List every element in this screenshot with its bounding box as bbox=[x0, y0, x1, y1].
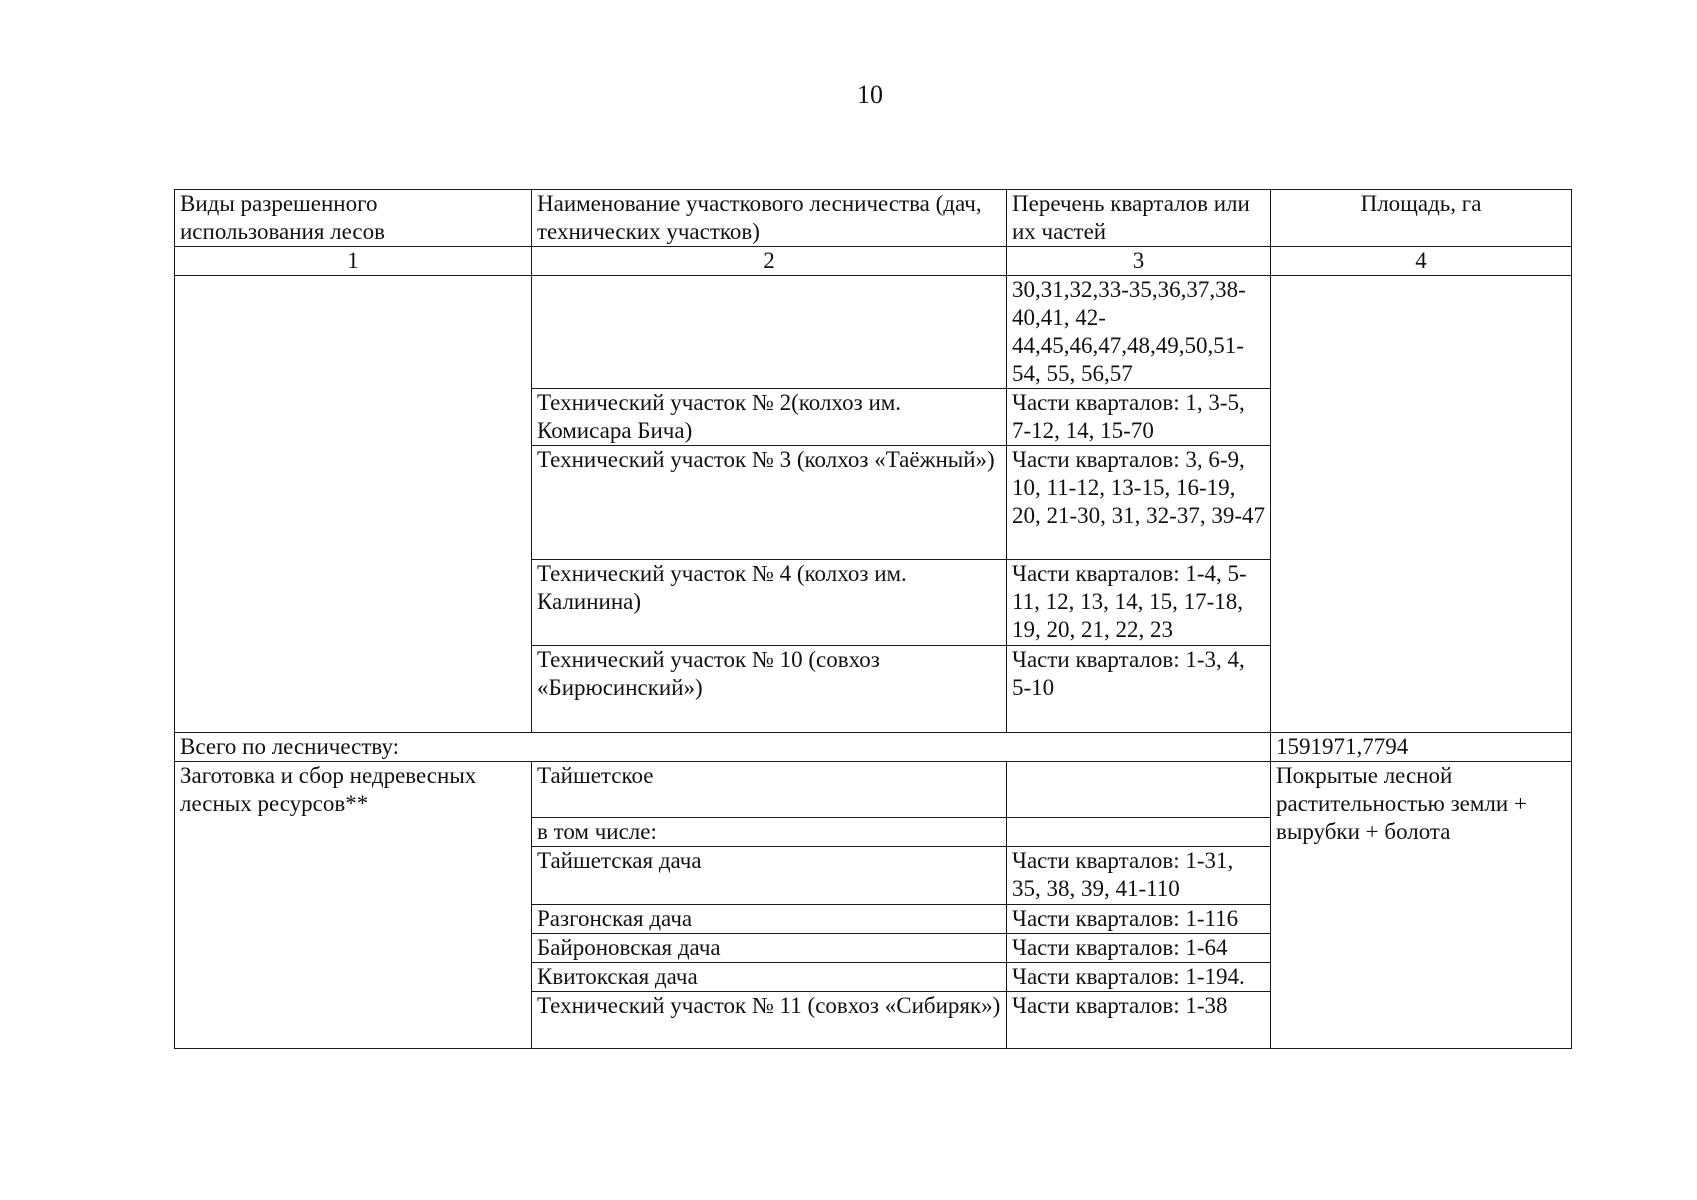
forestry-name-cell: Квитокская дача bbox=[532, 963, 1007, 992]
column-number: 1 bbox=[175, 247, 532, 276]
header-forestry-name: Наименование участкового лесничества (дач, технических участков) bbox=[532, 190, 1007, 247]
quarters-cell: Части кварталов: 1-116 bbox=[1007, 905, 1271, 934]
table-row bbox=[175, 276, 1572, 389]
quarters-cell: 30,31,32,33-35,36,37,38-40,41, 42-44,45,46,47,48,49,50,51-54, 55, 56,57 bbox=[1007, 276, 1271, 389]
area-cell: Покрытые лесной растительностью земли + вырубки + болота bbox=[1271, 762, 1572, 1049]
column-number: 3 bbox=[1007, 247, 1271, 276]
quarters-cell bbox=[1007, 818, 1271, 847]
use-type-cell-empty bbox=[175, 276, 532, 733]
forest-use-table bbox=[174, 189, 1572, 1049]
quarters-cell bbox=[1007, 762, 1271, 818]
header-quarters: Перечень кварталов или их частей bbox=[1007, 190, 1271, 247]
area-cell-empty bbox=[1271, 276, 1572, 733]
quarters-cell: Части кварталов: 1, 3-5, 7-12, 14, 15-70 bbox=[1007, 389, 1271, 446]
header-use-type: Виды разрешенного использования лесов bbox=[175, 190, 532, 247]
table-header-row bbox=[175, 190, 1572, 247]
forestry-name-cell: Разгонская дача bbox=[532, 905, 1007, 934]
quarters-cell: Части кварталов: 1-64 bbox=[1007, 934, 1271, 963]
forestry-name-cell: Тайшетская дача bbox=[532, 847, 1007, 905]
page-number: 10 bbox=[857, 80, 883, 109]
quarters-cell: Части кварталов: 1-4, 5-11, 12, 13, 14, 15, 17-18, 19, 20, 21, 22, 23 bbox=[1007, 560, 1271, 646]
quarters-cell: Части кварталов: 1-194. bbox=[1007, 963, 1271, 992]
total-value: 1591971,7794 bbox=[1271, 733, 1572, 762]
forestry-name-cell: в том числе: bbox=[532, 818, 1007, 847]
total-label: Всего по лесничеству: bbox=[175, 733, 1271, 762]
column-number-row bbox=[175, 247, 1572, 276]
forestry-name-cell: Тайшетское bbox=[532, 762, 1007, 818]
header-area: Площадь, га bbox=[1271, 190, 1572, 247]
forestry-name-cell: Байроновская дача bbox=[532, 934, 1007, 963]
column-number: 2 bbox=[532, 247, 1007, 276]
forestry-name-cell bbox=[532, 276, 1007, 389]
forestry-name-cell: Технический участок № 3 (колхоз «Таёжный») bbox=[532, 446, 1007, 560]
quarters-cell: Части кварталов: 1-31, 35, 38, 39, 41-110 bbox=[1007, 847, 1271, 905]
column-number: 4 bbox=[1271, 247, 1572, 276]
quarters-cell: Части кварталов: 1-3, 4, 5-10 bbox=[1007, 646, 1271, 733]
quarters-cell: Части кварталов: 3, 6-9, 10, 11-12, 13-15, 16-19, 20, 21-30, 31, 32-37, 39-47 bbox=[1007, 446, 1271, 560]
total-row bbox=[175, 733, 1572, 762]
forestry-name-cell: Технический участок № 11 (совхоз «Сибиряк») bbox=[532, 992, 1007, 1049]
use-type-cell: Заготовка и сбор недревесных лесных ресурсов** bbox=[175, 762, 532, 1049]
forestry-name-cell: Технический участок № 2(колхоз им. Комисара Бича) bbox=[532, 389, 1007, 446]
forestry-name-cell: Технический участок № 10 (совхоз «Бирюсинский») bbox=[532, 646, 1007, 733]
table-row bbox=[175, 762, 1572, 818]
forestry-name-cell: Технический участок № 4 (колхоз им. Калинина) bbox=[532, 560, 1007, 646]
quarters-cell: Части кварталов: 1-38 bbox=[1007, 992, 1271, 1049]
